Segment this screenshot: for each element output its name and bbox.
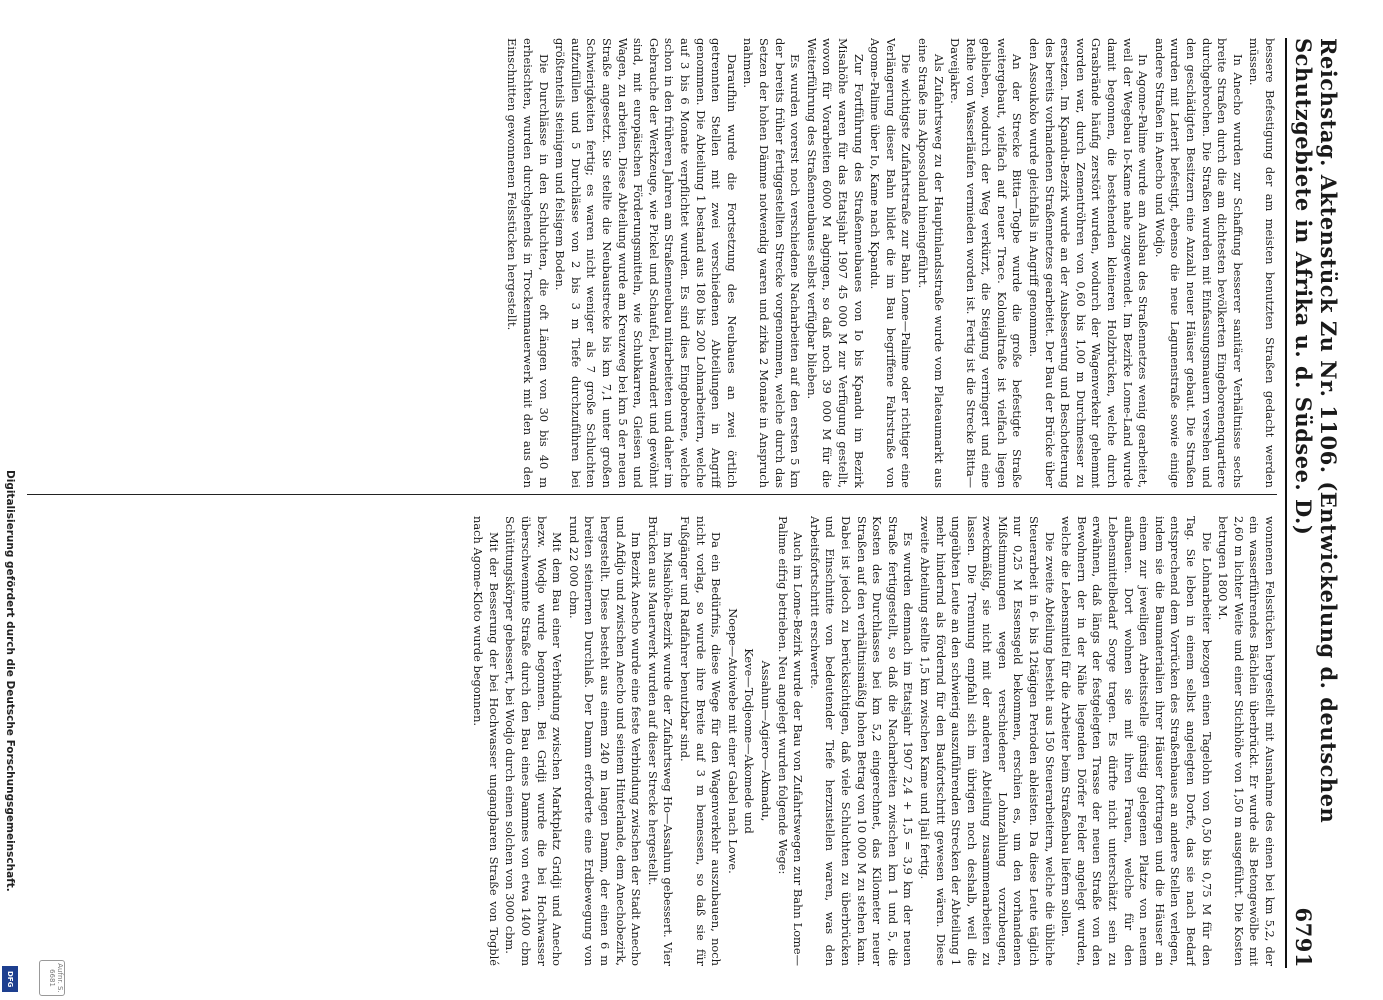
paragraph: Daraufhin wurde die Fortsetzung des Neubaues an zwei örtlich getrennten Stellen mit zwei verschiedenen Abteilungen in Angriff genommen. Die Abteilung 1 bestand aus 180 bis 200 Lohnarbeitern, welche auf 3 bis 6 Monate verpflichtet wurden. Es sind dies Eingeborene, welche schon in den früheren Jahren am Straßenneubau mitarbeiteten und daher im Gebrauche der Werkzeuge, wie Pickel und Schaufel, bewandert und gewöhnt sind, mit europäischen Förderungsmitteln, wie Schubkarren, Gleisen und Wagen, zu arbeiten. Diese Abteilung wurde am Kreuzweg bei km 5 der neuen Straße angesetzt. Sie stellte die Neubaustrecke bis km 7,1 unter großen Schwierigkeiten fertig; es waren nicht weniger als 7 große Schluchten aufzufüllen und 5 Durchlässe von 2 bis 3 m Tiefe durchzuführen bei größtenteils steinigem und felsigem Boden. (553, 38, 739, 488)
paragraph: bessere Befestigung der am meisten benutzten Straßen gedacht werden müssen. (1247, 38, 1277, 488)
paragraph: Es wurden demnach im Etatsjahr 1907 2,4 + 1,5 = 3,9 km der neuen Straße fertiggestellt, so daß die Nacharbeiten zwischen km 1 und 5, die Kosten des Durchlasses bei km 5,2 eingerechnet, das Kilometer neuer Straßen auf den verhältnismäßig hohen Betrag von 10 000 M zu stehen kam. Dabei ist jedoch zu berücksichtigen, daß viele Schluchten zu überbrücken und Einschnitte von bedeutender Tiefe herzustellen waren, was den Arbeitsfortschritt erschwerte. (807, 516, 916, 966)
paragraph: Die Durchlässe in den Schluchten, die oft Längen von 30 bis 40 m erheischten, wurden durchgehends in Trockenmauerwerk mit den aus den Einschnitten gewonnenen Felsstücken hergestellt. (505, 38, 551, 488)
paragraph: Zur Fortführung des Straßenneubaues von Io bis Kpandu im Bezirk Misahöhe waren für das Etatsjahr 1907 45 000 M zur Verfügung gestellt, wovon für Vorarbeiten 6000 M abgingen, so daß noch 39 000 M für die Weiterführung des Straßenneubaues selbst verfügbar blieben. (804, 38, 866, 488)
library-stamp: Aufnr. S. 6681 (39, 960, 65, 996)
page-header-title: Reichstag. Aktenstück Zu Nr. 1106. (Entwickelung d. deutschen Schutzgebiete in Afrika u. d. Südsee. D.) (1291, 38, 1341, 824)
text-column-left (15, 38, 1277, 488)
paragraph: Als Zufahrtsweg zu der Hauptinlandsstraße wurde vom Plateaumarkt aus eine Straße ins Akpossoland hineingeführt. (915, 38, 946, 488)
digitization-credit (2, 470, 18, 990)
paragraph: Keve—Todjeome—Akomede und (742, 648, 757, 834)
paragraph: Assahun—Agiero—Akmadu, (759, 660, 773, 822)
paragraph: An der Strecke Bitta—Togbe wurde die große befestigte Straße weitergebaut, vielfach auf neuer Trace. Kolonialtraße ist vielfach liegen geblieben, wodurch der Weg verkürzt, die Steigung verringert und eine Reihe von Wasserläufen vermieden worden ist. Fertig ist die Strecke Bitta—Daveijakre. (948, 38, 1025, 488)
paragraph: Im Misahöhe-Bezirk wurde der Zufahrtsweg Ho—Assahun gebessert. Vier Brücken aus Mauerwerk wurden auf dieser Strecke hergestellt. (645, 516, 676, 966)
dfg-logo: DFG (2, 966, 18, 992)
paragraph: Im Bezirk Anecho wurde eine feste Verbindung zwischen der Stadt Anecho und Afidjo und zwischen Anecho und seinem Hinterlande, dem Anechobezirk, hergestellt. Diese besteht aus einem 240 m langen Damm, der einen 6 m breiten steinernen Durchlaß. Der Damm erforderte eine Erdbewegung von rund 22 000 cbm. (566, 516, 644, 966)
paragraph: Da ein Bedürfnis, diese Wege für den Wagenverkehr auszubauen, noch nicht vorlag, so wurde ihre Breite auf 3 m bemessen, so daß sie für Fußgänger und Radfahrer benutzbar sind. (678, 516, 724, 966)
paragraph: In Agome-Palime wurde am Ausbau des Straßennetzes wenig gearbeitet, weil der Wegebau Io-Kame nahe zugewendet. Im Bezirke Lome-Land wurde damit begonnen, die bestehenden kleineren Holzbrücken, welche durch Grasbrände häufig zerstört wurden, wodurch der Wagenverkehr gehemmt worden war, durch Zementröhren von 0,60 bis 1,00 m Durchmesser zu ersetzen. Im Kpandu-Bezirk wurde an der Ausbesserung und Beschotterung des bereits vorhandenen Straßennetzes gearbeitet. Der Bau der Brücke über den Assoukoko wurde gleichfalls in Angriff genommen. (1027, 38, 1151, 488)
rotated-document-page (5, 0, 1341, 1000)
column-divider (27, 494, 1277, 495)
paragraph: Auch im Lome-Bezirk wurde der Bau von Zufahrtswegen zur Bahn Lome—Palime eifrig betrieben. Neu angelegt wurden folgende Wege: (775, 516, 806, 966)
paragraph: wonnenen Felsstücken hergestellt mit Ausnahme des einen bei km 5,2, der ein wasserführendes Bächlein überbrückt. Er wurde als Betongewölbe mit 2,60 m lichter Weite und einer Stichhöhe von 1,50 m ausgeführt. Die Kosten betrugen 1800 M. (1216, 516, 1277, 966)
paragraph: Die zweite Abteilung besteht aus 150 Steuerarbeitern, welche die übliche Steuerarbeit in 6- bis 12tägigen Perioden ableisten. Da diese Leute täglich nur 0,25 M Essensgeld bekommen, erschien es, um den vorhandenen Mißstimmungen wegen verschiedener Lohnzahlung vorzubeugen, zweckmäßig, sie nicht mit der anderen Abteilung zusammenarbeiten zu lassen. Die Trennung empfahl sich im übrigen noch deshalb, weil die ungeübten Leute an den schwierig auszuführenden Strecken der Abteilung 1 mehr hindernd als fördernd für den Baufortschritt gewesen wären. Diese zweite Abteilung stellte 1,5 km zwischen Kame und Ijali fertig. (917, 516, 1057, 966)
page-header (1285, 38, 1341, 968)
text-column-right (15, 516, 1277, 966)
paragraph: Es wurden vorerst noch verschiedene Nacharbeiten auf den ersten 5 km der bereits früher fertiggestellten Strecke vorgenommen, welche durch das Setzen der hohen Dämme notwendig waren und zirka 2 Monate in Anspruch nahmen. (741, 38, 803, 488)
page-number: 6791 (1291, 907, 1316, 968)
paragraph: Mit dem Bau einer Verbindung zwischen Marktplatz Gridji und Anecho bezw. Wodjo wurde begonnen. Bei Gridji wurde die bei Hochwasser überschwemmte Straße durch den Bau eines Dammes von etwa 1400 cbm Schüttungskörper gebessert, bei Wodjo durch einen solchen von 3000 cbm. (503, 516, 565, 966)
paragraph: Noepe—Atoiwebe mit einer Gabel nach Lowe. (725, 608, 740, 874)
digitization-credit-text: Digitalisierung gefördert durch die Deutsche Forschungsgemeinschaft. (4, 470, 16, 892)
paragraph: Die wichtigste Zufahrtstraße zur Bahn Lome—Palime oder richtiger eine Verlängerung dieser Bahn bildet die im Bau begriffene Fahrstraße von Agome-Palime über Io, Kame nach Kpandu. (868, 38, 914, 488)
paragraph: Mit der Besserung der bei Hochwasser ungangbaren Straße von Togblé nach Agome-Kloto wurde begonnen. (471, 516, 501, 966)
paragraph: Die Lohnarbeiter bezogen einen Tagelohn von 0,50 bis 0,75 M für den Tag. Sie leben in einem selbst angelegten Dorfe, das sie nach Bedarf entsprechend dem Vorrücken des Straßenbaues an andere Stellen verlegen, indem sie die Baumaterialien ihrer Häuser forttragen und die Häuser an einem zur jeweiligen Arbeitsstelle günstig gelegenen Platze von neuem aufbauen. Dort wohnen sie mit ihren Frauen, welche für den Lebensmittelbedarf Sorge tragen. Es dürfte nicht unterschätzt sein zu erwähnen, daß längs der festgelegten Trasse der neuen Straße von den Bewohnern der in der Nähe liegenden Dörfer Felder angelegt wurden, welche die Lebensmittel für die Arbeiter beim Straßenbau liefern sollen. (1059, 516, 1214, 966)
paragraph: In Anecho wurden zur Schaffung besserer sanitärer Verhältnisse sechs breite Straßen durch die am dichtesten bevölkerten Eingeborenenquartiere durchgebrochen. Die Straßen wurden mit Einfassungsmauern versehen und den geschädigten Besitzern eine Anzahl neuer Häuser gebaut. Die Straßen wurden mit Laterit befestigt, ebenso die neue Lagunenstraße sowie einige andere Straßen in Anecho und Wodjo. (1152, 38, 1245, 488)
